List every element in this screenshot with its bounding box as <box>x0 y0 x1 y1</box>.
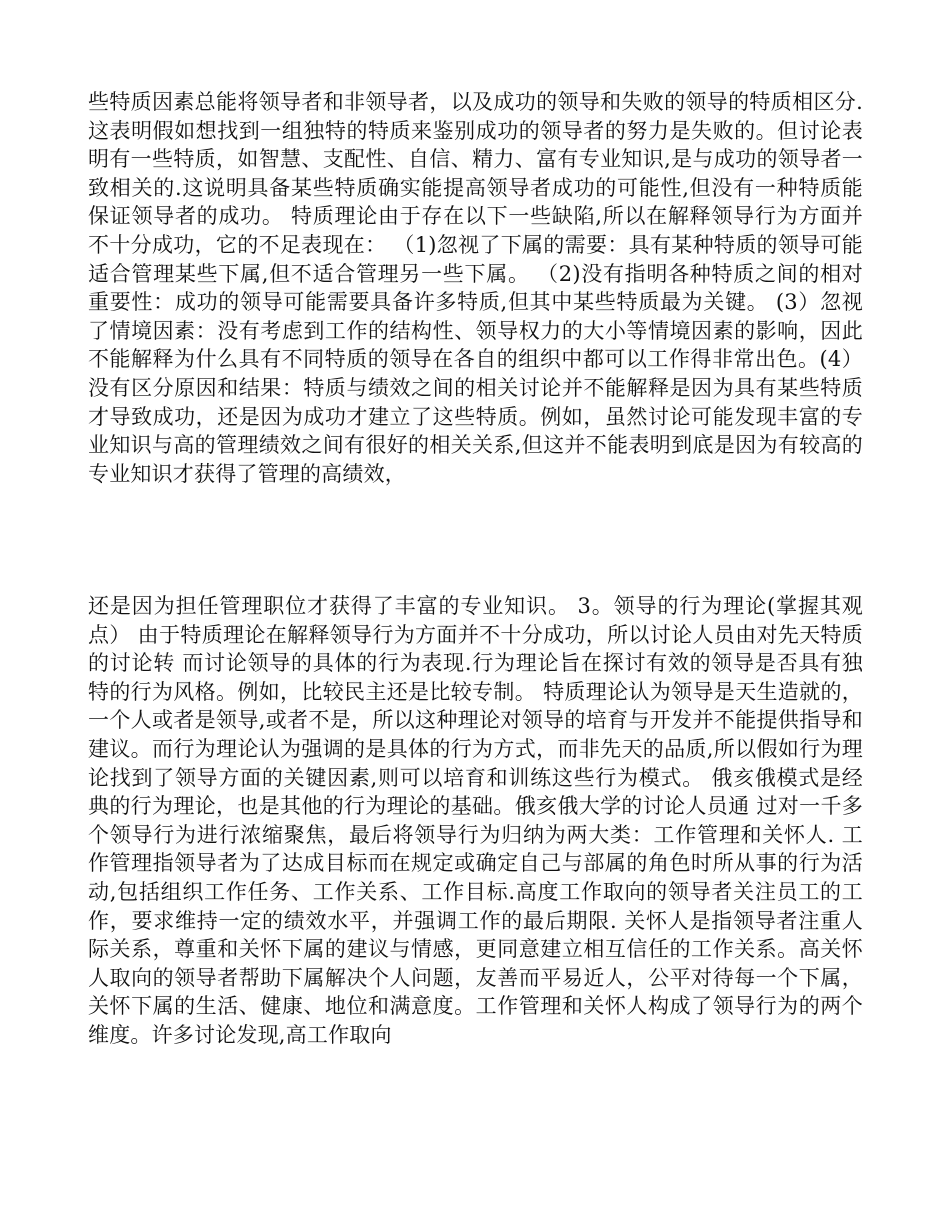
body-paragraph: 还是因为担任管理职位才获得了丰富的专业知识。 3。领导的行为理论(掌握其观点） 由于特质理论在解释领导行为方面并不十分成功，所以讨论人员由对先天特质的讨论转 而讨论领导的具体的行为表现.行为理论旨在探讨有效的领导是否具有独特的行为风格。例如，比较民主还是比较专制。 特质理论认为领导是天生造就的，一个人或者是领导,或者不是，所以这种理论对领导的培育与开发并不能提供指导和建议。而行为理论认为强调的是具体的行为方式，而非先天的品质,所以假如行为理论找到了领导方面的关键因素,则可以培育和训练这些行为模式。 俄亥俄模式是经典的行为理论，也是其他的行为理论的基础。俄亥俄大学的讨论人员通 过对一千多个领导行为进行浓缩聚焦，最后将领导行为归纳为两大类：工作管理和关怀人. 工作管理指领导者为了达成目标而在规定或确定自己与部属的角色时所从事的行为活动,包括组织工作任务、工作关系、工作目标.高度工作取向的领导者关注员工的工作，要求维持一定的绩效水平，并强调工作的最后期限. 关怀人是指领导者注重人际关系，尊重和关怀下属的建议与情感，更同意建立相互信任的工作关系。高关怀人取向的领导者帮助下属解决个人问题，友善而平易近人，公平对待每一个下属，关怀下属的生活、健康、地位和满意度。工作管理和关怀人构成了领导行为的两个维度。许多讨论发现,高工作取向 <box>88 594 863 1047</box>
body-paragraph: 些特质因素总能将领导者和非领导者，以及成功的领导和失败的领导的特质相区分.这表明假如想找到一组独特的特质来鉴别成功的领导者的努力是失败的。但讨论表明有一些特质，如智慧、支配性、自信、精力、富有专业知识,是与成功的领导者一致相关的.这说明具备某些特质确实能提高领导者成功的可能性,但没有一种特质能保证领导者的成功。 特质理论由于存在以下一些缺陷,所以在解释领导行为方面并不十分成功，它的不足表现在： （1)忽视了下属的需要：具有某种特质的领导可能适合管理某些下属,但不适合管理另一些下属。 （2)没有指明各种特质之间的相对重要性：成功的领导可能需要具备许多特质,但其中某些特质最为关键。 (3）忽视了情境因素：没有考虑到工作的结构性、领导权力的大小等情境因素的影响，因此不能解释为什么具有不同特质的领导在各自的组织中都可以工作得非常出色。(4）没有区分原因和结果：特质与绩效之间的相关讨论并不能解释是因为具有某些特质才导致成功，还是因为成功才建立了这些特质。例如，虽然讨论可能发现丰富的专业知识与高的管理绩效之间有很好的相关关系,但这并不能表明到底是因为有较高的专业知识才获得了管理的高绩效， <box>88 90 863 486</box>
